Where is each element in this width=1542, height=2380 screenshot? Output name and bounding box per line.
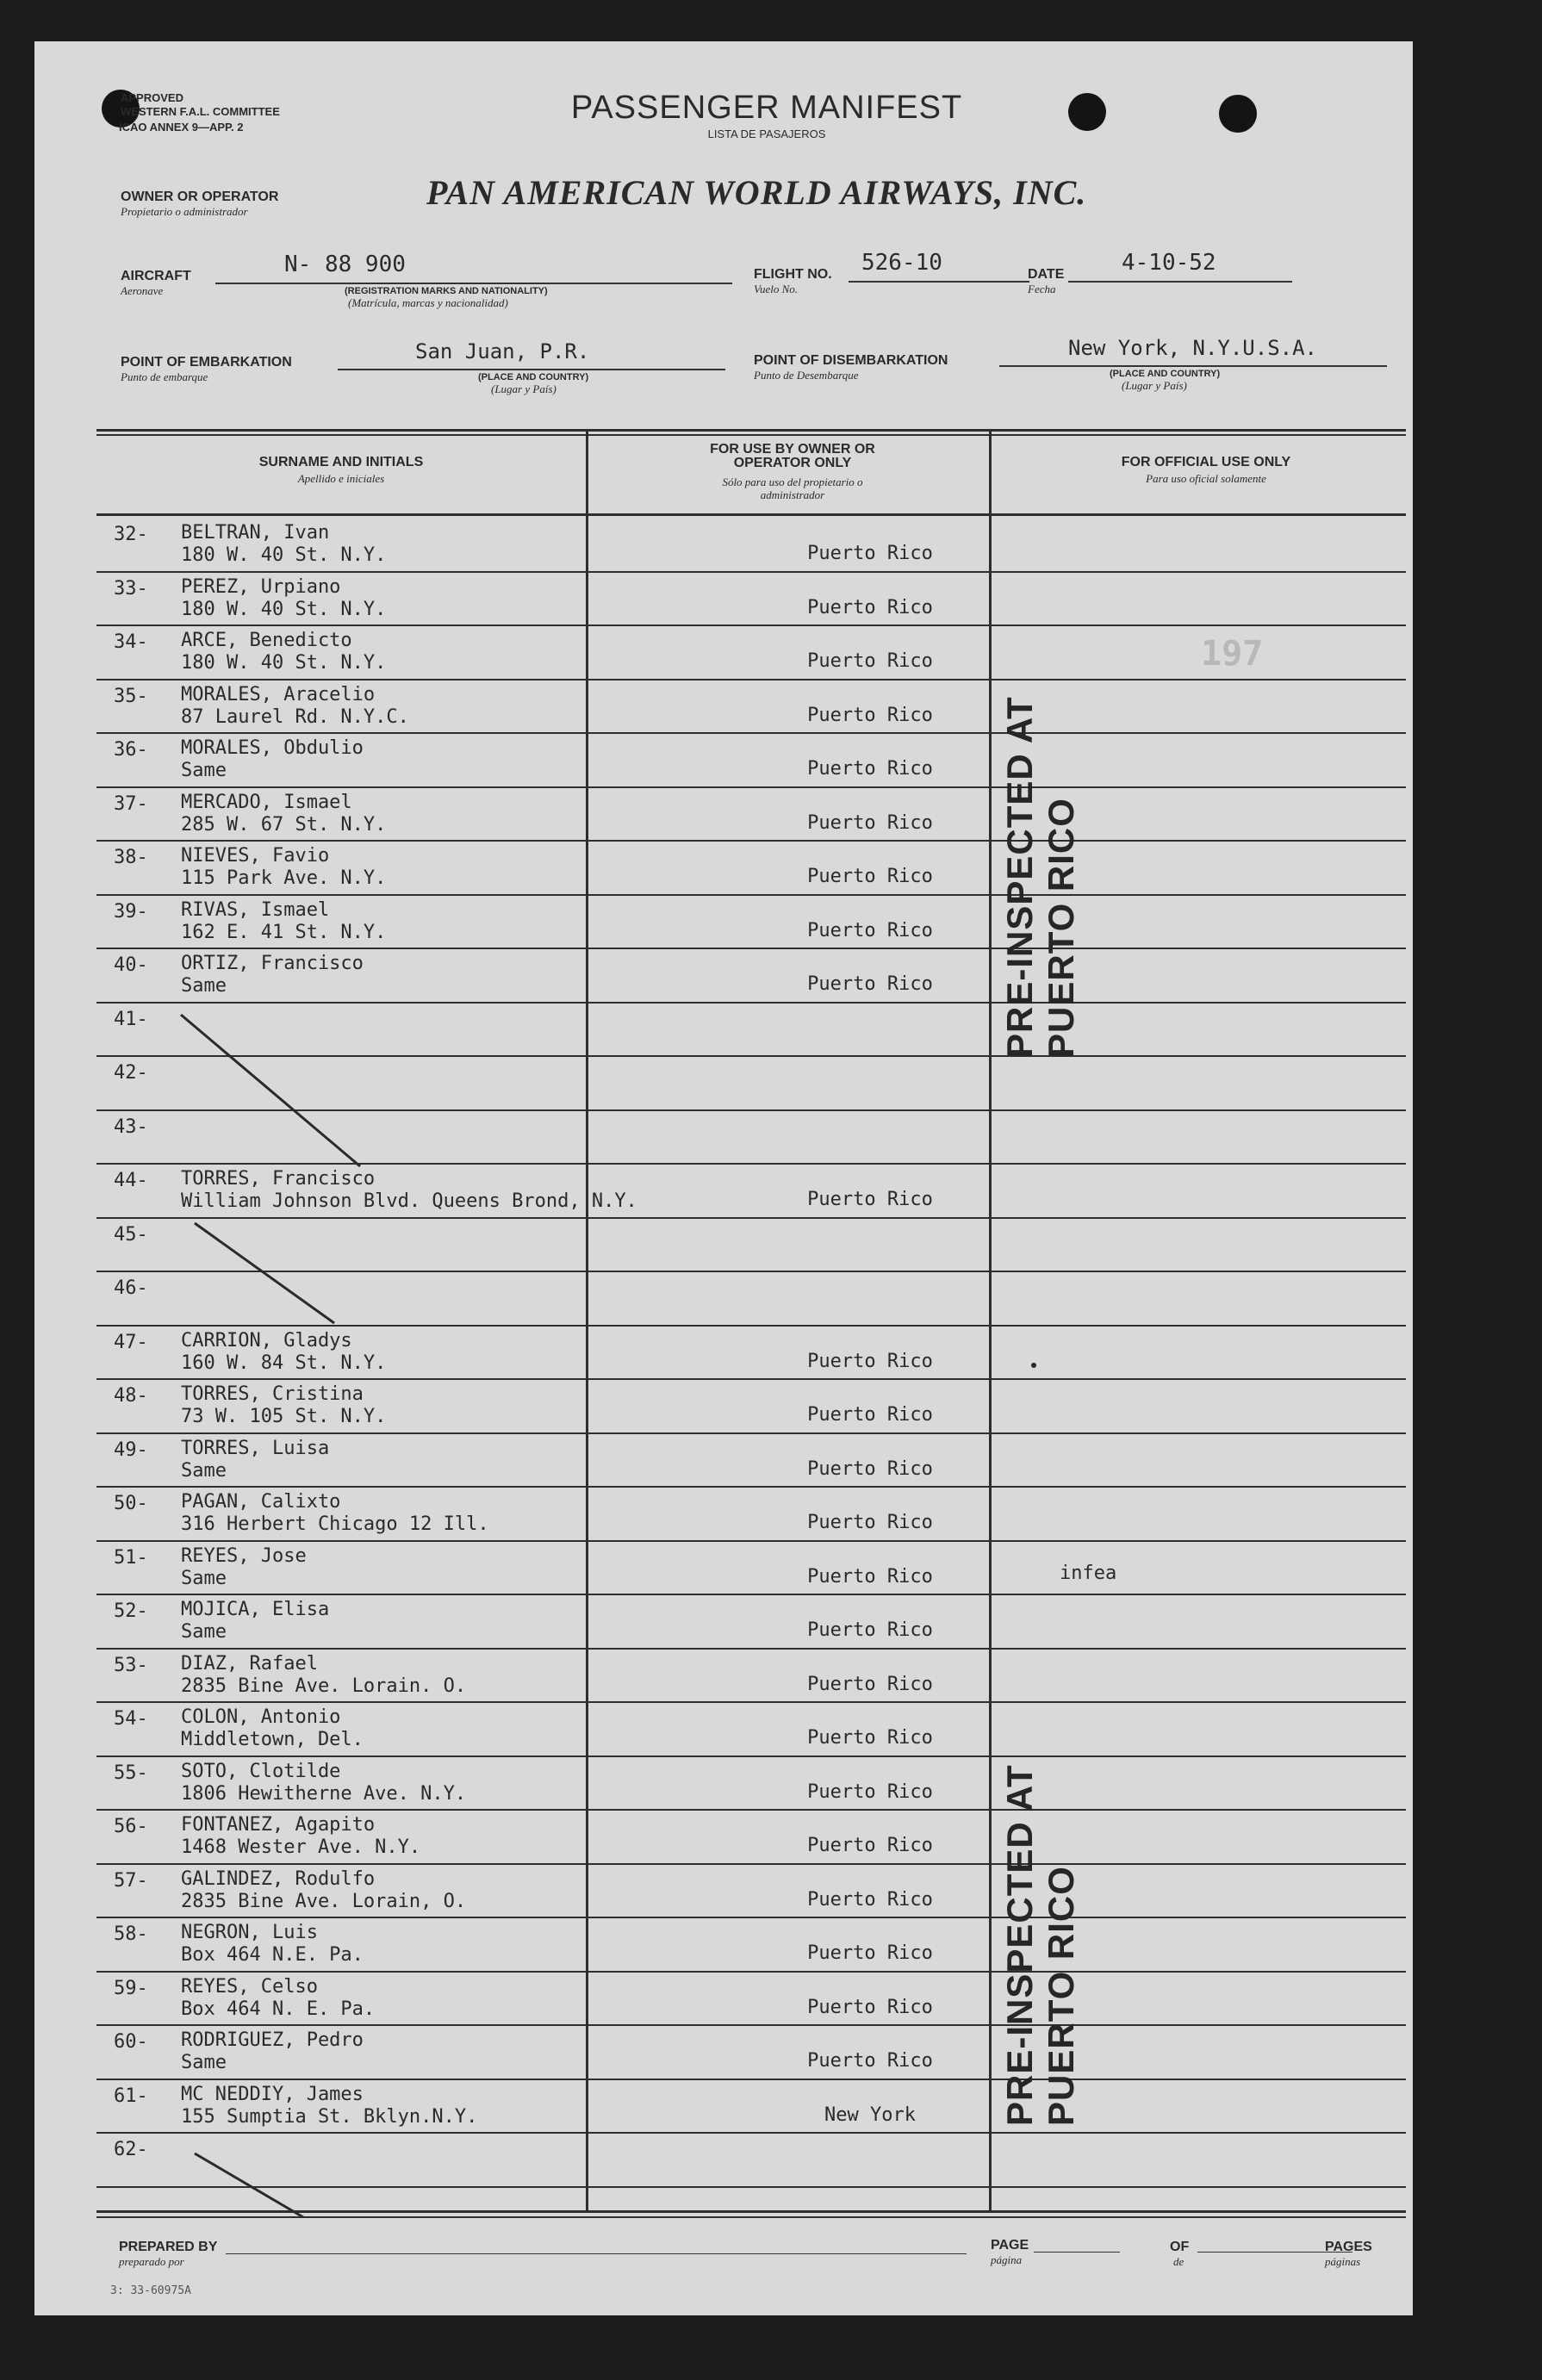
passenger-destination: Puerto Rico bbox=[807, 1565, 933, 1588]
passenger-address: Same bbox=[181, 1621, 227, 1643]
passenger-name: MORALES, Obdulio bbox=[181, 737, 364, 759]
flight-label: FLIGHT NO. bbox=[754, 267, 832, 282]
aircraft-label-es: Aeronave bbox=[121, 284, 164, 297]
passenger-destination: Puerto Rico bbox=[807, 1888, 933, 1911]
row-number: 48- bbox=[114, 1385, 148, 1407]
passenger-address: 316 Herbert Chicago 12 Ill. bbox=[181, 1513, 489, 1535]
passenger-destination: New York bbox=[824, 2103, 916, 2126]
passenger-address: William Johnson Blvd. Queens Brond, N.Y. bbox=[181, 1190, 637, 1212]
pre-inspected-stamp-lower: PRE-INSPECTED AT PUERTO RICO bbox=[999, 1764, 1081, 2126]
row-number: 53- bbox=[114, 1654, 148, 1676]
row-number: 62- bbox=[114, 2139, 148, 2160]
passenger-destination: Puerto Rico bbox=[807, 919, 933, 941]
row-number: 52- bbox=[114, 1600, 148, 1622]
passenger-address: 1468 Wester Ave. N.Y. bbox=[181, 1836, 421, 1858]
passenger-name: PEREZ, Urpiano bbox=[181, 575, 341, 598]
passenger-destination: Puerto Rico bbox=[807, 1835, 933, 1856]
passenger-destination: Puerto Rico bbox=[807, 1727, 933, 1749]
passenger-destination: Puerto Rico bbox=[807, 811, 933, 834]
passenger-destination: Puerto Rico bbox=[807, 973, 933, 995]
form-code: 3: 33-60975A bbox=[110, 2284, 191, 2297]
date-label: DATE bbox=[1028, 267, 1065, 282]
passenger-destination: Puerto Rico bbox=[807, 543, 933, 564]
void-slash-45-46 bbox=[195, 1223, 334, 1323]
passenger-name: NIEVES, Favio bbox=[181, 845, 330, 867]
passenger-address: 160 W. 84 St. N.Y. bbox=[181, 1352, 387, 1374]
row-number: 60- bbox=[114, 2031, 148, 2053]
pre-inspected-stamp-upper: PRE-INSPECTED AT PUERTO RICO bbox=[999, 696, 1081, 1058]
date-value: 4-10-52 bbox=[1122, 250, 1216, 276]
passenger-destination: Puerto Rico bbox=[807, 1673, 933, 1695]
flight-label-es: Vuelo No. bbox=[754, 283, 799, 295]
owner-label: OWNER OR OPERATOR bbox=[121, 190, 279, 204]
void-slash-41-43 bbox=[181, 1015, 360, 1166]
disembark-value: New York, N.Y.U.S.A. bbox=[1068, 336, 1317, 360]
aircraft-value: N- 88 900 bbox=[284, 252, 406, 277]
passenger-address: Same bbox=[181, 975, 227, 997]
row-number: 42- bbox=[114, 1062, 148, 1084]
passenger-name: RODRIGUEZ, Pedro bbox=[181, 2029, 364, 2051]
col-surname-header: SURNAME AND INITIALS bbox=[258, 455, 424, 469]
passenger-address: 285 W. 67 St. N.Y. bbox=[181, 813, 387, 836]
aircraft-label: AIRCRAFT bbox=[121, 269, 191, 283]
passenger-name: ARCE, Benedicto bbox=[181, 630, 352, 651]
row-number: 44- bbox=[114, 1170, 148, 1191]
passenger-address: Box 464 N. E. Pa. bbox=[181, 1998, 376, 2020]
passenger-destination: Puerto Rico bbox=[807, 1512, 933, 1533]
passenger-name: NEGRON, Luis bbox=[181, 1922, 318, 1943]
passenger-destination: Puerto Rico bbox=[807, 1457, 933, 1480]
row-number: 36- bbox=[114, 739, 148, 761]
passenger-destination: Puerto Rico bbox=[807, 704, 933, 726]
passenger-destination: Puerto Rico bbox=[807, 650, 933, 672]
row-number: 50- bbox=[114, 1493, 148, 1514]
passenger-name: MC NEDDIY, James bbox=[181, 2083, 364, 2105]
passenger-address: 2835 Bine Ave. Lorain. O. bbox=[181, 1675, 467, 1697]
row-number: 54- bbox=[114, 1708, 148, 1730]
pages-label-es: páginas bbox=[1325, 2255, 1361, 2268]
passenger-address: 180 W. 40 St. N.Y. bbox=[181, 598, 387, 620]
owner-label-es: Propietario o administrador bbox=[121, 205, 248, 218]
passenger-destination: Puerto Rico bbox=[807, 758, 933, 780]
approval-line-3: ICAO ANNEX 9—APP. 2 bbox=[119, 121, 244, 134]
passenger-destination: Puerto Rico bbox=[807, 2050, 933, 2072]
passenger-destination: Puerto Rico bbox=[807, 1619, 933, 1641]
page-label: PAGE bbox=[991, 2238, 1029, 2253]
approval-line-1: APPROVED bbox=[121, 91, 183, 104]
row-number: 45- bbox=[114, 1223, 148, 1246]
passenger-name: COLON, Antonio bbox=[181, 1706, 341, 1728]
passenger-name: SOTO, Clotilde bbox=[181, 1760, 341, 1782]
passenger-address: 87 Laurel Rd. N.Y.C. bbox=[181, 705, 409, 728]
embark-note: (PLACE AND COUNTRY) bbox=[478, 372, 589, 382]
row-number: 57- bbox=[114, 1869, 148, 1892]
void-slashes bbox=[34, 41, 1413, 2315]
row-number: 37- bbox=[114, 792, 148, 815]
row-number: 49- bbox=[114, 1439, 148, 1461]
col-surname-header-es: Apellido e iniciales bbox=[297, 472, 385, 485]
row-number: 58- bbox=[114, 1923, 148, 1945]
passenger-name: BELTRAN, Ivan bbox=[181, 522, 330, 544]
col-owner-header: FOR USE BY OWNER OR OPERATOR ONLY bbox=[710, 442, 875, 470]
passenger-destination: Puerto Rico bbox=[807, 1996, 933, 2018]
ink-dot bbox=[1031, 1363, 1036, 1368]
owner-value: PAN AMERICAN WORLD AIRWAYS, INC. bbox=[426, 173, 1087, 212]
passenger-name: REYES, Jose bbox=[181, 1544, 307, 1567]
disembark-note: (PLACE AND COUNTRY) bbox=[1110, 369, 1221, 379]
passenger-address: Box 464 N.E. Pa. bbox=[181, 1944, 364, 1966]
passenger-destination: Puerto Rico bbox=[807, 1189, 933, 1210]
row-number: 40- bbox=[114, 954, 148, 976]
prepared-by-label: PREPARED BY bbox=[119, 2240, 218, 2254]
passenger-address: Same bbox=[181, 1567, 227, 1589]
row-number: 38- bbox=[114, 847, 148, 868]
passenger-address: 2835 Bine Ave. Lorain, O. bbox=[181, 1890, 467, 1912]
col-official-header-es: Para uso oficial solamente bbox=[1146, 472, 1266, 485]
passenger-name: TORRES, Francisco bbox=[181, 1168, 376, 1190]
void-slash-62 bbox=[195, 2153, 303, 2217]
date-label-es: Fecha bbox=[1028, 283, 1056, 295]
row-number: 55- bbox=[114, 1762, 148, 1784]
embark-label-es: Punto de embarque bbox=[121, 370, 208, 383]
passenger-address: Same bbox=[181, 2052, 227, 2073]
passenger-address: 180 W. 40 St. N.Y. bbox=[181, 544, 387, 566]
row-number: 59- bbox=[114, 1977, 148, 1999]
col-official-header: FOR OFFICIAL USE ONLY bbox=[1121, 455, 1291, 469]
passenger-destination: Puerto Rico bbox=[807, 596, 933, 618]
passenger-address: 155 Sumptia St. Bklyn.N.Y. bbox=[181, 2105, 478, 2128]
approval-line-2: WESTERN F.A.L. COMMITTEE bbox=[121, 105, 280, 118]
row-number: 34- bbox=[114, 631, 148, 653]
row-number: 35- bbox=[114, 685, 148, 707]
passenger-name: REYES, Celso bbox=[181, 1975, 318, 1998]
row-number: 43- bbox=[114, 1115, 148, 1138]
row-number: 33- bbox=[114, 577, 148, 600]
pages-label: PAGES bbox=[1325, 2240, 1372, 2254]
of-label: OF bbox=[1170, 2240, 1190, 2254]
embark-value: San Juan, P.R. bbox=[415, 339, 590, 364]
passenger-name: MORALES, Aracelio bbox=[181, 683, 376, 705]
row-number: 47- bbox=[114, 1331, 148, 1353]
row-number: 51- bbox=[114, 1546, 148, 1569]
row-number: 61- bbox=[114, 2085, 148, 2107]
row-number: 56- bbox=[114, 1816, 148, 1837]
passenger-address: 1806 Hewitherne Ave. N.Y. bbox=[181, 1782, 467, 1805]
passenger-destination: Puerto Rico bbox=[807, 1780, 933, 1803]
passenger-address: 73 W. 105 St. N.Y. bbox=[181, 1406, 387, 1427]
disembark-label: POINT OF DISEMBARKATION bbox=[754, 353, 948, 368]
row-number: 41- bbox=[114, 1008, 148, 1030]
passenger-destination: Puerto Rico bbox=[807, 1350, 933, 1372]
prepared-by-label-es: preparado por bbox=[119, 2255, 184, 2268]
passenger-name: MOJICA, Elisa bbox=[181, 1599, 330, 1620]
passenger-address: Same bbox=[181, 1459, 227, 1482]
embark-note-es: (Lugar y País) bbox=[491, 382, 556, 395]
passenger-name: TORRES, Luisa bbox=[181, 1437, 330, 1459]
passenger-destination: Puerto Rico bbox=[807, 1942, 933, 1964]
of-label-es: de bbox=[1173, 2255, 1184, 2268]
registration-note: (REGISTRATION MARKS AND NATIONALITY) bbox=[345, 286, 548, 296]
registration-note-es: (Matrícula, marcas y nacionalidad) bbox=[348, 296, 508, 309]
passenger-name: ORTIZ, Francisco bbox=[181, 953, 364, 974]
passenger-address: Middletown, Del. bbox=[181, 1729, 364, 1750]
manifest-sheet bbox=[34, 41, 1413, 2315]
embark-label: POINT OF EMBARKATION bbox=[121, 355, 292, 370]
passenger-address: Same bbox=[181, 760, 227, 781]
passenger-name: GALINDEZ, Rodulfo bbox=[181, 1867, 376, 1890]
row-number: 39- bbox=[114, 900, 148, 923]
passenger-destination: Puerto Rico bbox=[807, 1404, 933, 1426]
passenger-name: RIVAS, Ismael bbox=[181, 898, 330, 921]
official-note: infea bbox=[1060, 1562, 1117, 1584]
page-title: PASSENGER MANIFEST bbox=[570, 90, 963, 126]
passenger-name: DIAZ, Rafael bbox=[181, 1652, 318, 1675]
page-subtitle: LISTA DE PASAJEROS bbox=[707, 127, 826, 140]
disembark-note-es: (Lugar y País) bbox=[1122, 379, 1187, 392]
row-number: 32- bbox=[114, 524, 148, 545]
passenger-address: 180 W. 40 St. N.Y. bbox=[181, 652, 387, 674]
passenger-destination: Puerto Rico bbox=[807, 866, 933, 887]
disembark-label-es: Punto de Desembarque bbox=[754, 369, 859, 382]
row-number: 46- bbox=[114, 1277, 148, 1299]
page-label-es: página bbox=[991, 2253, 1023, 2266]
page-number-stamp: 197 bbox=[1201, 634, 1264, 674]
passenger-address: 115 Park Ave. N.Y. bbox=[181, 867, 387, 889]
passenger-address: 162 E. 41 St. N.Y. bbox=[181, 921, 387, 943]
passenger-name: PAGAN, Calixto bbox=[181, 1491, 341, 1513]
passenger-name: FONTANEZ, Agapito bbox=[181, 1814, 376, 1836]
passenger-name: MERCADO, Ismael bbox=[181, 791, 352, 813]
passenger-name: CARRION, Gladys bbox=[181, 1329, 352, 1352]
col-owner-header-es: Sólo para uso del propietario o administrador bbox=[722, 475, 863, 501]
passenger-name: TORRES, Cristina bbox=[181, 1383, 364, 1405]
flight-value: 526-10 bbox=[861, 250, 942, 276]
